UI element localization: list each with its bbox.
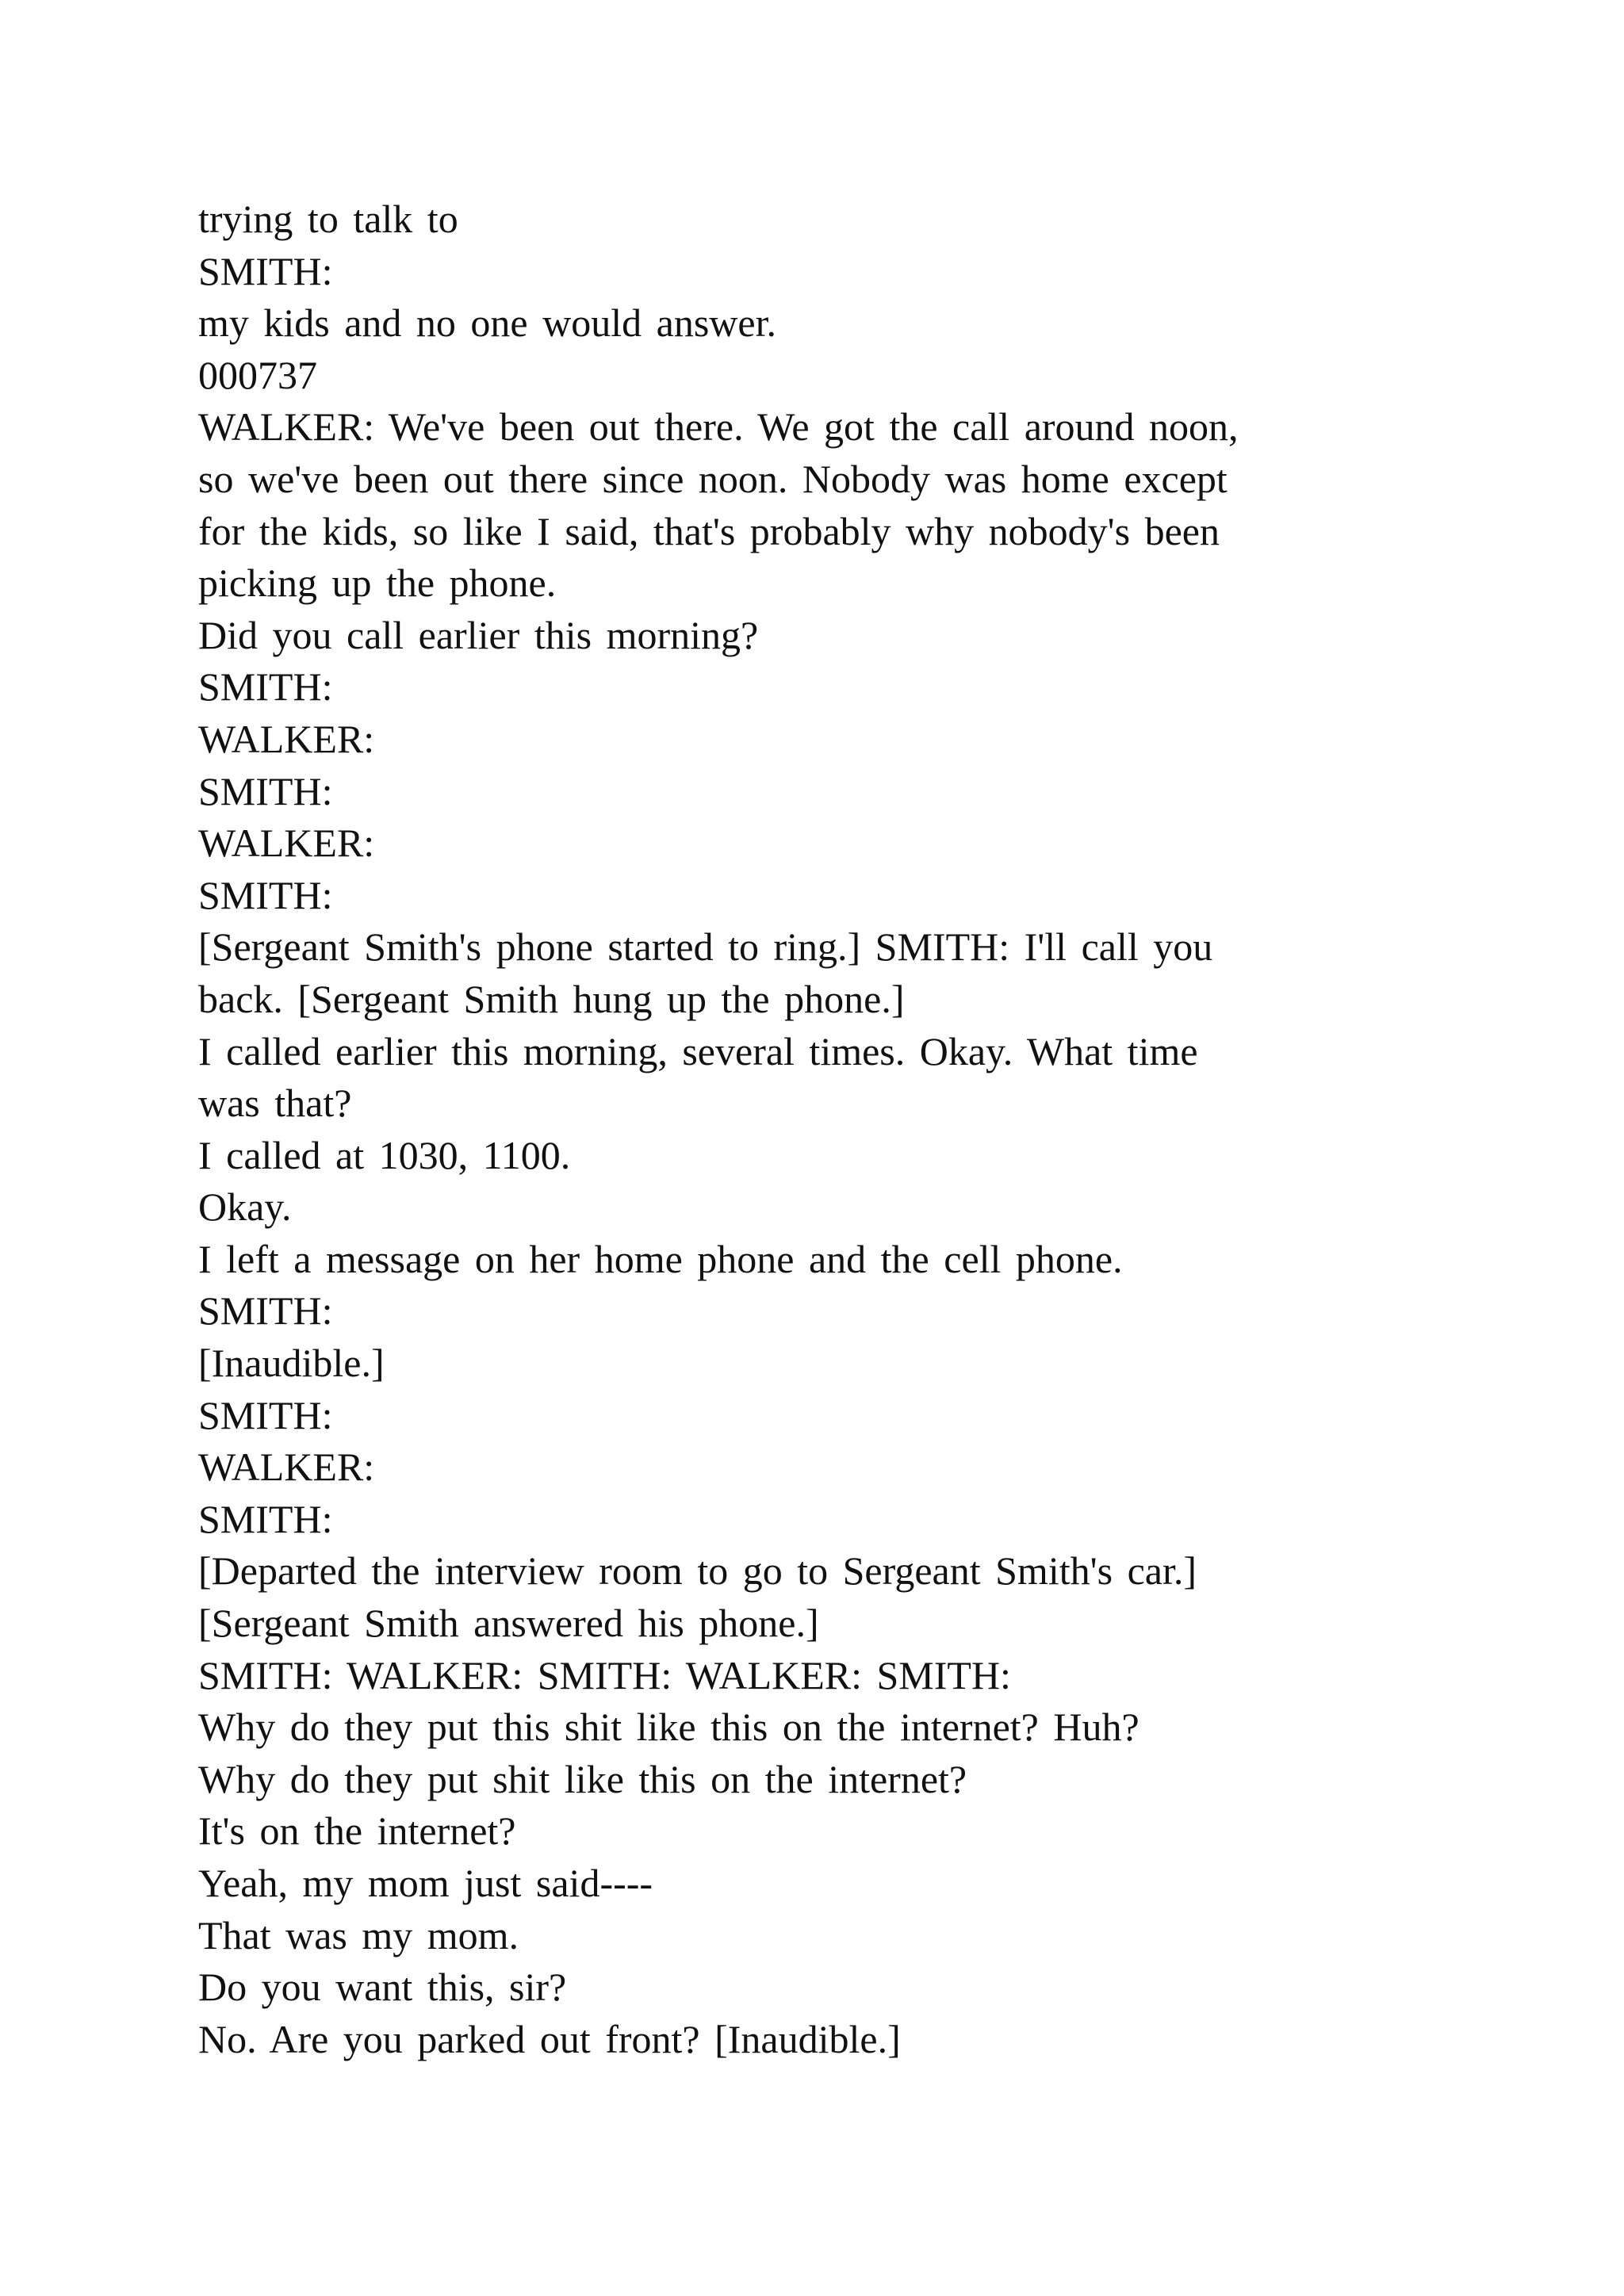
transcript-page [198, 193, 1451, 2065]
transcript-line: I left a message on her home phone and the cell phone. [198, 1236, 1123, 1281]
transcript-line: [Inaudible.] [198, 1341, 385, 1386]
speaker-label: SMITH: [198, 248, 333, 293]
transcript-line: Okay. [198, 1184, 292, 1230]
speaker-label: SMITH: [198, 768, 333, 813]
speaker-label: SMITH: [198, 664, 333, 710]
transcript-line: [Departed the interview room to go to Sergeant Smith's car.] [198, 1548, 1197, 1594]
bates-number: 000737 [198, 352, 317, 397]
transcript-line: [Sergeant Smith's phone started to ring.] SMITH: I'll call you [198, 924, 1213, 970]
transcript-line: back. [Sergeant Smith hung up the phone.] [198, 976, 905, 1021]
transcript-line: so we've been out there since noon. Nobody was home except [198, 456, 1228, 501]
speaker-label: WALKER: [198, 821, 375, 866]
transcript-line: Yeah, my mom just said---- [198, 1861, 653, 1905]
transcript-line: Did you call earlier this morning? [198, 612, 759, 657]
transcript-line: my kids and no one would answer. [198, 300, 776, 346]
transcript-line: I called at 1030, 1100. [198, 1132, 571, 1177]
speaker-label: WALKER: [198, 1445, 375, 1490]
transcript-line: WALKER: We've been out there. We got the call around noon, [198, 404, 1239, 450]
transcript-line: Why do they put shit like this on the internet? [198, 1756, 967, 1801]
speaker-label-row: SMITH: WALKER: SMITH: WALKER: SMITH: [198, 1652, 1011, 1697]
transcript-line: picking up the phone. [198, 561, 557, 606]
transcript-line: Why do they put this shit like this on the internet? Huh? [198, 1705, 1139, 1750]
transcript-line: was that? [198, 1081, 352, 1126]
transcript-line: I called earlier this morning, several times. Okay. What time [198, 1028, 1198, 1073]
transcript-line: [Sergeant Smith answered his phone.] [198, 1601, 819, 1646]
speaker-label: SMITH: [198, 1496, 333, 1541]
transcript-line: for the kids, so like I said, that's probably why nobody's been [198, 508, 1220, 553]
speaker-label: SMITH: [198, 872, 333, 917]
transcript-line: That was my mom. [198, 1912, 519, 1957]
transcript-line: trying to talk to [198, 197, 458, 241]
transcript-line: It's on the internet? [198, 1808, 516, 1854]
speaker-label: SMITH: [198, 1392, 333, 1437]
speaker-label: SMITH: [198, 1288, 333, 1334]
transcript-line: Do you want this, sir? [198, 1965, 567, 2010]
transcript-line: No. Are you parked out front? [Inaudible.] [198, 2016, 901, 2061]
speaker-label: WALKER: [198, 716, 375, 761]
